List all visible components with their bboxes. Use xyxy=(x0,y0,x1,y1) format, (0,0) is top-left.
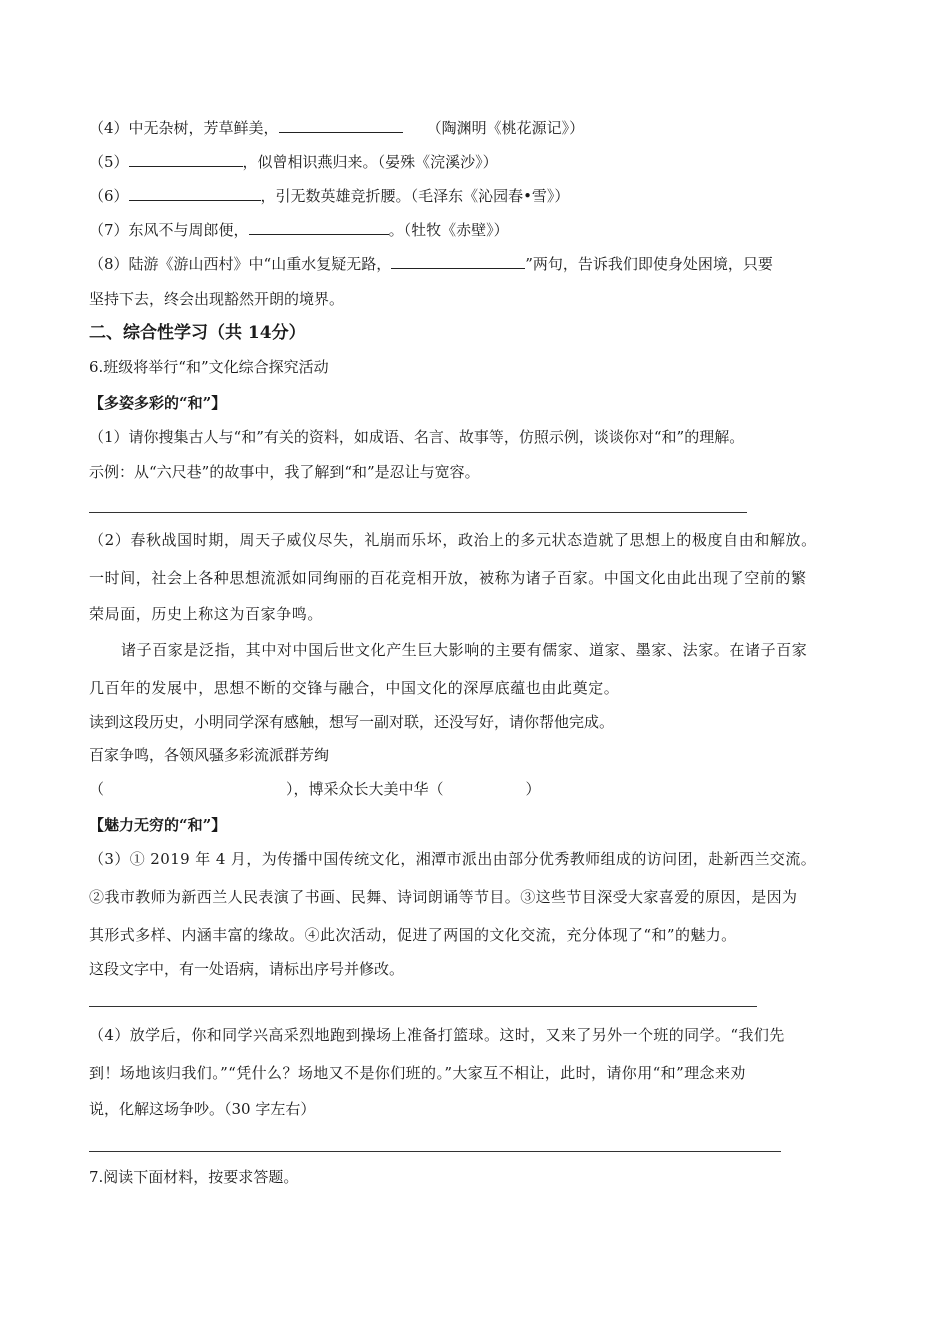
answer-blank[interactable] xyxy=(391,253,525,269)
answer-blank[interactable] xyxy=(129,185,261,201)
poetry-line-6: （6） ，引无数英雄竞折腰。（毛泽东《沁园春•雪》） xyxy=(89,187,570,205)
answer-blank[interactable] xyxy=(129,151,243,167)
passage-line: 荣局面，历史上称这为百家争鸣。 xyxy=(89,605,324,623)
couplet-upper: 百家争鸣，各领风骚多彩流派群芳绚 xyxy=(89,746,330,764)
answer-blank[interactable] xyxy=(279,117,403,133)
passage-line: 一时间，社会上各种思想流派如同绚丽的百花竞相开放，被称为诸子百家。中国文化由此出现了空前的繁 xyxy=(89,569,807,587)
question-6-title: 6.班级将举行“和”文化综合探究活动 xyxy=(89,358,329,376)
passage-line: （4）放学后，你和同学兴高采烈地跑到操场上准备打篮球。这时，又来了另外一个班的同学。“我们先 xyxy=(89,1026,785,1044)
section-title: 二、综合性学习（共 14分） xyxy=(89,323,306,343)
subsection-title-2: 【魅力无穷的“和”】 xyxy=(89,816,227,834)
answer-blank[interactable] xyxy=(249,219,389,235)
poetry-line-8: （8）陆游《游山西村》中“山重水复疑无路， ”两句，告诉我们即使身处困境，只要 xyxy=(89,255,773,273)
answer-line[interactable] xyxy=(89,1151,781,1152)
answer-line[interactable] xyxy=(89,512,747,513)
poetry-line-7: （7）东风不与周郎便， 。（牡牧《赤壁》） xyxy=(89,221,509,239)
passage-line: 其形式多样、内涵丰富的缘故。④此次活动，促进了两国的文化交流，充分体现了“和”的魅力。 xyxy=(89,926,737,944)
passage-line: ②我市教师为新西兰人民表演了书画、民舞、诗词朗诵等节目。③这些节目深受大家喜爱的原因，是因为 xyxy=(89,888,798,906)
question-7-title: 7.阅读下面材料，按要求答题。 xyxy=(89,1168,299,1186)
question-6-3-task: 这段文字中，有一处语病，请标出序号并修改。 xyxy=(89,960,405,978)
passage-line: （3）① 2019 年 4 月，为传播中国传统文化，湘潭市派出由部分优秀教师组成的访问团，赴新西兰交流。 xyxy=(89,850,817,868)
subsection-title-1: 【多姿多彩的“和”】 xyxy=(89,394,227,412)
passage-line: 说，化解这场争吵。（30 字左右） xyxy=(89,1100,316,1118)
answer-line[interactable] xyxy=(89,1006,757,1007)
passage-line: 诸子百家是泛指，其中对中国后世文化产生巨大影响的主要有儒家、道家、墨家、法家。在诸子百家 xyxy=(121,641,808,659)
question-6-2-task: 读到这段历史，小明同学深有感触，想写一副对联，还没写好，请你帮他完成。 xyxy=(89,713,615,731)
poetry-line-4: （4）中无杂树，芳草鲜美， （陶渊明《桃花源记》） xyxy=(89,119,585,137)
couplet-lower: （ ），博采众长大美中华（ ） xyxy=(89,780,541,798)
poetry-line-5: （5） ，似曾相识燕归来。（晏殊《浣溪沙》） xyxy=(89,153,498,171)
poetry-line-8-cont: 坚持下去，终会出现豁然开朗的境界。 xyxy=(89,290,345,308)
question-6-1: （1）请你搜集古人与“和”有关的资料，如成语、名言、故事等，仿照示例，谈谈你对“和”的理解。 xyxy=(89,428,745,446)
passage-line: （2）春秋战国时期，周天子威仪尽失，礼崩而乐坏，政治上的多元状态造就了思想上的极度自由和解放。 xyxy=(89,531,817,549)
question-6-1-example: 示例：从“六尺巷”的故事中，我了解到“和”是忍让与宽容。 xyxy=(89,463,480,481)
passage-line: 到！场地该归我们。”“凭什么？场地又不是你们班的。”大家互不相让，此时，请你用“和”理念来劝 xyxy=(89,1064,746,1082)
passage-line: 几百年的发展中，思想不断的交锋与融合，中国文化的深厚底蕴也由此奠定。 xyxy=(89,679,620,697)
